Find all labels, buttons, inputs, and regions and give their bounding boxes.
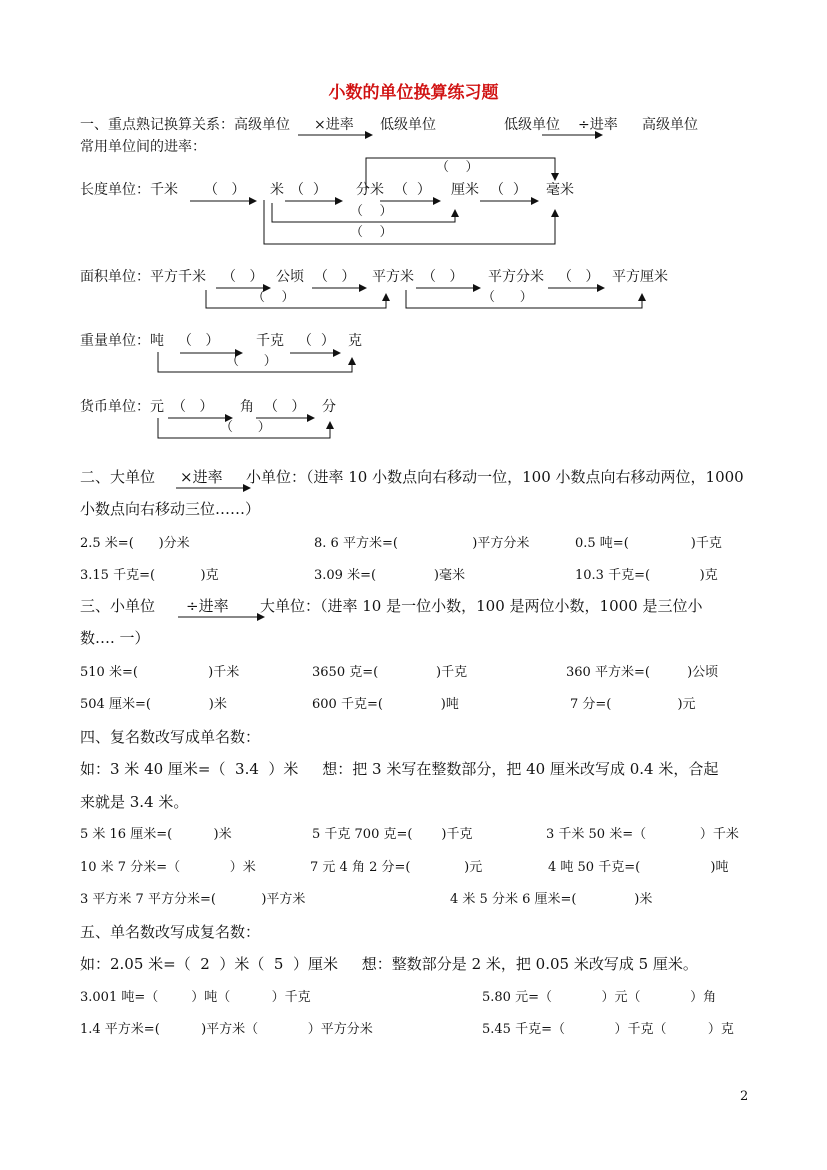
sec3-q5: 600 千克=( )吨 (312, 697, 459, 712)
money-unit-jiao: 角 (240, 399, 254, 415)
sec1-intro: 一、重点熟记换算关系：高级单位 (80, 117, 290, 133)
sec5-q1: 3.001 吨=（ ）吨（ ）千克 (80, 990, 311, 1005)
sec1-op2: ÷进率 (578, 117, 618, 133)
sec3-q2: 3650 克=( )千克 (312, 665, 468, 680)
sec2-head-a: 二、大单位 (80, 468, 156, 486)
sec5-q4: 5.45 千克=（ ）千克（ ）克 (482, 1022, 734, 1037)
length-label: 长度单位：千米 (80, 182, 178, 198)
money-blank-1: （ ） (172, 399, 214, 415)
sec5-q3: 1.4 平方米=( )平方米（ ）平方分米 (80, 1022, 373, 1037)
weight-blank-2: （ ） (298, 333, 335, 349)
length-blank-3: （ ） (394, 182, 431, 198)
sec2-q2: 8. 6 平方米=( )平方分米 (314, 536, 530, 551)
area-unit-ha: 公顷 (276, 269, 304, 285)
length-blank-mid: （ ） (350, 204, 393, 219)
sec3-head-op: ÷进率 (186, 597, 229, 615)
sec4-example-a: 如：3 米 40 厘米=（ 3.4 ）米 想：把 3 米写在整数部分，把 40 厘米改写成 0.4 米，合起 (80, 760, 719, 778)
sec1-sub: 常用单位间的进率： (80, 139, 206, 155)
sec4-q4: 10 米 7 分米=（ ）米 (80, 860, 256, 875)
area-blank-4: （ ） (558, 269, 600, 285)
sec4-q3: 3 千米 50 米=（ ）千米 (546, 827, 739, 842)
sec5-head: 五、单名数改写成复名数： (80, 923, 261, 941)
sec4-q8: 4 米 5 分米 6 厘米=( )米 (450, 892, 653, 907)
sec1-low2: 低级单位 (504, 117, 560, 133)
area-unit-m2: 平方米 (372, 269, 414, 285)
area-unit-cm2: 平方厘米 (612, 269, 668, 285)
length-unit-mm: 毫米 (546, 182, 574, 198)
length-unit-m: 米 (270, 182, 284, 198)
length-unit-dm: 分米 (356, 182, 384, 198)
weight-blank-under: （ ） (226, 354, 277, 369)
sec2-q6: 10.3 千克=( )克 (575, 568, 718, 583)
sec4-q6: 4 吨 50 千克=( )吨 (548, 860, 729, 875)
area-blank-1: （ ） (222, 269, 264, 285)
weight-blank-1: （ ） (178, 333, 220, 349)
weight-unit-g: 克 (348, 333, 362, 349)
sec2-head-c: 小数点向右移动三位……） (80, 500, 261, 518)
sec4-head: 四、复名数改写成单名数： (80, 728, 261, 746)
sec2-q3: 0.5 吨=( )千克 (575, 536, 722, 551)
length-blank-4: （ ） (490, 182, 527, 198)
sec3-head-c: 数…. 一） (80, 629, 150, 647)
sec5-example: 如：2.05 米=（ 2 ）米（ 5 ）厘米 想：整数部分是 2 米，把 0.05 米改写成 5 厘米。 (80, 955, 698, 973)
area-unit-dm2: 平方分米 (488, 269, 544, 285)
area-blank-under-1: （ ） (252, 290, 295, 305)
money-blank-2: （ ） (264, 399, 306, 415)
sec2-q5: 3.09 米=( )毫米 (314, 568, 465, 583)
money-unit-fen: 分 (322, 399, 336, 415)
sec3-head-b: 大单位：（进率 10 是一位小数，100 是两位小数，1000 是三位小 (260, 597, 703, 615)
sec2-q4: 3.15 千克=( )克 (80, 568, 219, 583)
sec4-q5: 7 元 4 角 2 分=( )元 (310, 860, 483, 875)
sec3-q3: 360 平方米=( )公顷 (566, 665, 719, 680)
length-blank-2: （ ） (290, 182, 327, 198)
weight-label: 重量单位：吨 (80, 333, 164, 349)
area-label: 面积单位：平方千米 (80, 269, 206, 285)
sec1-high2: 高级单位 (642, 117, 698, 133)
area-blank-2: （ ） (314, 269, 356, 285)
page-title: 小数的单位换算练习题 (328, 83, 499, 103)
area-blank-under-2: （ ） (482, 290, 533, 305)
sec1-low1: 低级单位 (380, 117, 436, 133)
length-blank-1: （ ） (204, 182, 246, 198)
sec4-q1: 5 米 16 厘米=( )米 (80, 827, 232, 842)
page-number: 2 (740, 1089, 749, 1104)
sec4-example-b: 来就是 3.4 米。 (80, 793, 189, 811)
sec2-head-b: 小单位：（进率 10 小数点向右移动一位，100 小数点向右移动两位，1000 (246, 468, 744, 486)
weight-unit-kg: 千克 (256, 333, 284, 349)
sec3-q6: 7 分=( )元 (570, 697, 696, 712)
sec4-q2: 5 千克 700 克=( )千克 (312, 827, 473, 842)
sec1-op1: ×进率 (314, 117, 354, 133)
sec5-q2: 5.80 元=（ ）元（ ）角 (482, 990, 717, 1005)
money-label: 货币单位：元 (80, 399, 164, 415)
sec3-q1: 510 米=( )千米 (80, 665, 240, 680)
sec3-q4: 504 厘米=( )米 (80, 697, 227, 712)
area-blank-3: （ ） (422, 269, 464, 285)
sec2-q1: 2.5 米=( )分米 (80, 536, 190, 551)
length-blank-top: （ ） (436, 160, 479, 175)
length-unit-cm: 厘米 (451, 182, 479, 198)
sec2-head-op: ×进率 (180, 468, 223, 486)
length-blank-bottom: （ ） (350, 225, 393, 240)
money-blank-under: （ ） (220, 420, 271, 435)
sec4-q7: 3 平方米 7 平方分米=( )平方米 (80, 892, 306, 907)
sec3-head-a: 三、小单位 (80, 597, 156, 615)
